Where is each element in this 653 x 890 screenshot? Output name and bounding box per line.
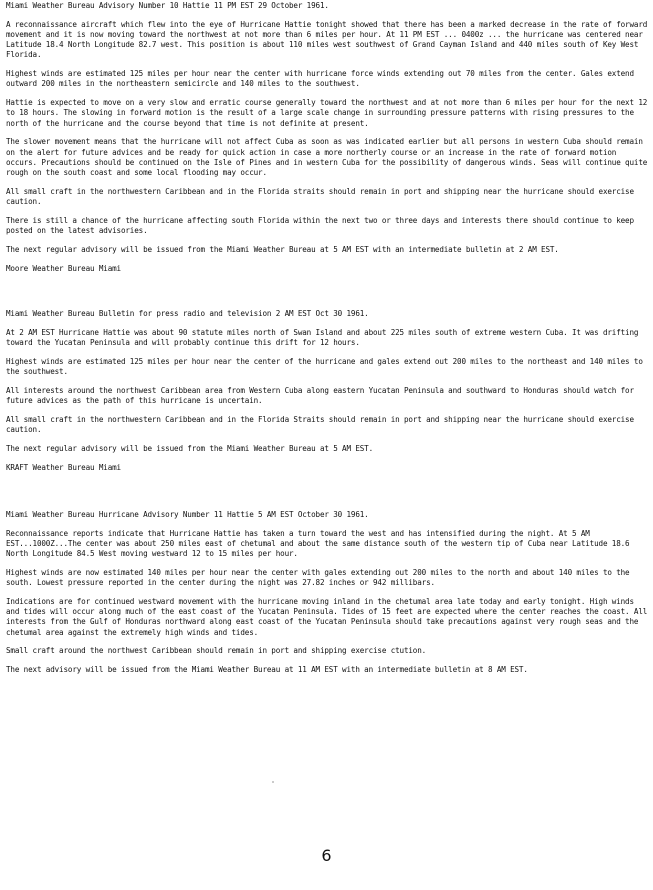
scan-speck — [272, 781, 274, 783]
bulletin-2am-paragraph: The next regular advisory will be issued from the Miami Weather Bureau at 5 AM EST. — [6, 443, 374, 453]
bulletin-2am-paragraph: All interests around the northwest Caribbean area from Western Cuba along eastern Yucatan Peninsula and southward to Honduras should watch for future advices as the path of this hurricane is uncertain. — [6, 385, 634, 405]
advisory-11-section — [6, 510, 648, 684]
advisory-10-paragraph: The slower movement means that the hurricane will not affect Cuba as soon as was indicated earlier but all persons in western Cuba should remain on the alert for future advices and be ready for quick action in case a more northerly course or an increase in the rate of forward motion occurs. Precautions should be continued on the Isle of Pines and in western Cuba for the possibility of dangerous winds. Seas will continue quite rough on the south coast and some local flooding may occur. — [6, 137, 648, 178]
bulletin-2am-paragraph: All small craft in the northwestern Caribbean and in the Florida Straits should remain in port and shipping near the hurricane should exercise caution. — [6, 414, 634, 434]
bulletin-2am-paragraph: Highest winds are estimated 125 miles per hour near the center of the hurricane and gales extend out 200 miles to the northeast and 140 miles to the southwest. — [6, 356, 643, 376]
advisory-10-paragraph: The next regular advisory will be issued from the Miami Weather Bureau at 5 AM EST with an intermediate bulletin at 2 AM EST. — [6, 244, 559, 254]
bulletin-2am-signature: KRAFT Weather Bureau Miami — [6, 462, 121, 472]
bulletin-2am-heading: Miami Weather Bureau Bulletin for press radio and television 2 AM EST Oct 30 1961. — [6, 309, 369, 318]
advisory-10-section — [6, 1, 648, 274]
advisory-10-paragraph: All small craft in the northwestern Caribbean and in the Florida straits should remain in port and shipping near the hurricane should exercise caution. — [6, 186, 634, 207]
bulletin-2am-paragraph: At 2 AM EST Hurricane Hattie was about 90 statute miles north of Swan Island and about 225 miles south of extreme western Cuba. It was drifting toward the Yucatan Peninsula and will probably continue this drift for 12 hours. — [6, 327, 639, 347]
advisory-10-paragraph: Hattie is expected to move on a very slow and erratic course generally toward the northwest and at not more than 6 miles per hour for the next 12 to 18 hours. The slowing in forward motion is the result of a large scale change in surrounding pressure patterns with rising pressures to the north of the hurricane and the course beyond that time is not definite at present. — [6, 98, 648, 128]
advisory-10-paragraph: A reconnaissance aircraft which flew into the eye of Hurricane Hattie tonight showed that there has been a marked decrease in the rate of forward movement and it is now moving toward the northwest at not more than 6 miles per hour. At 11 PM EST ... 0400z ... the hurricane was centered near Latitude 18.4 North Longitude 82.7 west. This position is about 110 miles west southwest of Grand Cayman Island and 440 miles south of Key West Florida. — [6, 19, 648, 60]
advisory-11-paragraph: The next advisory will be issued from the Miami Weather Bureau at 11 AM EST with an intermediate bulletin at 8 AM EST. — [6, 665, 528, 675]
advisory-10-paragraph: Highest winds are estimated 125 miles per hour near the center with hurricane force winds extending out 70 miles from the center. Gales extend outward 200 miles in the northeastern semicircle and 140 miles to the southwest. — [6, 69, 634, 89]
page-number: 6 — [321, 846, 332, 865]
advisory-11-paragraph: Highest winds are now estimated 140 miles per hour near the center with gales extending out 200 miles to the north and about 140 miles to the south. Lowest pressure reported in the center during the night was 27.82 inches or 942 millibars. — [6, 568, 630, 588]
advisory-11-paragraph: Indications are for continued westward movement with the hurricane moving inland in the chetumal area late today and early tonight. High winds and tides will occur along much of the east coast of the Yucatan Peninsula. Tides of 15 feet are expected where the center reaches the coast. All interests from the Gulf of Honduras northward along east coast of the Yucatan Peninsula should take precautions against very rough seas and the chetumal area against the extremely high winds and tides. — [6, 597, 648, 637]
bulletin-2am-section — [6, 309, 648, 473]
advisory-11-heading: Miami Weather Bureau Hurricane Advisory Number 11 Hattie 5 AM EST October 30 1961. — [6, 510, 369, 519]
advisory-10-paragraph: There is still a chance of the hurricane affecting south Florida within the next two or three days and interests there should continue to keep posted on the latest advisories. — [6, 215, 634, 236]
advisory-10-heading: Miami Weather Bureau Advisory Number 10 Hattie 11 PM EST 29 October 1961. — [6, 1, 329, 10]
advisory-10-signature: Moore Weather Bureau Miami — [6, 263, 121, 273]
advisory-11-paragraph: Reconnaissance reports indicate that Hurricane Hattie has taken a turn toward the west and has intensified during the night. At 5 AM EST...1000Z...The center was about 250 miles east of chetumal and about the same distance south of the western tip of Cuba near Latitude 18.6 North Longitude 84.5 West moving westward 12 to 15 miles per hour. — [6, 528, 630, 559]
advisory-11-paragraph: Small craft around the northwest Caribbean should remain in port and shipping exercise ctution. — [6, 646, 427, 656]
